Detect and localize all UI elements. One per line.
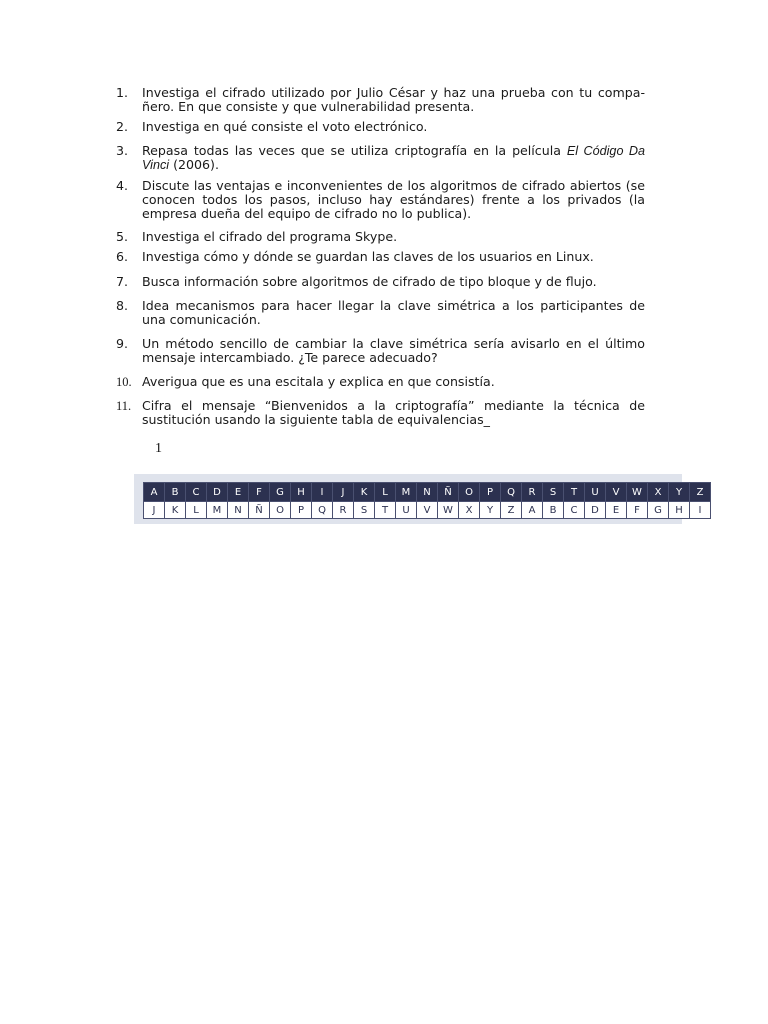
plain-letter-cell: T (564, 483, 585, 502)
exercise-text: Investiga en qué consiste el voto electrónico. (142, 119, 428, 135)
cipher-letter-cell: Ñ (249, 502, 270, 519)
plain-letter-cell: J (333, 483, 354, 502)
exercise-number: 1. (116, 85, 129, 100)
plain-letter-cell: B (165, 483, 186, 502)
plain-letter-cell: X (648, 483, 669, 502)
plain-letters-row (144, 483, 711, 502)
cipher-letter-cell: V (417, 502, 438, 519)
plain-letter-cell: L (375, 483, 396, 502)
cipher-letter-cell: E (606, 502, 627, 519)
cipher-letter-cell: S (354, 502, 375, 519)
cipher-letter-cell: Q (312, 502, 333, 519)
plain-letter-cell: Z (690, 483, 711, 502)
cipher-letter-cell: L (186, 502, 207, 519)
exercise-number: 7. (116, 274, 129, 290)
exercise-number: 4. (116, 178, 129, 194)
exercise-text: Cifra el mensaje “Bienvenidos a la criptografía” mediante la técnica de sustitución usando la siguiente tabla de equivalencias_ (142, 398, 645, 428)
exercise-number: 6. (116, 248, 129, 264)
exercise-text: Idea mecanismos para hacer llegar la clave simétrica a los participantes de una comunicación. (142, 298, 645, 328)
cipher-letter-cell: X (459, 502, 480, 519)
plain-letter-cell: I (312, 483, 333, 502)
plain-letter-cell: U (585, 483, 606, 502)
exercise-text: Un método sencillo de cambiar la clave simétrica sería avisarlo en el último mensaje intercambiado. ¿Te parece adecuado? (142, 335, 645, 365)
exercise-number: 9. (116, 335, 129, 351)
exercise-item (116, 399, 645, 427)
cipher-letter-cell: N (228, 502, 249, 519)
exercise-text: Busca información sobre algoritmos de cifrado de tipo bloque y de flujo. (142, 274, 597, 290)
cipher-letter-cell: A (522, 502, 543, 519)
plain-letter-cell: S (543, 483, 564, 502)
exercise-item (116, 250, 645, 264)
plain-letter-cell: Y (669, 483, 690, 502)
plain-letter-cell: O (459, 483, 480, 502)
cipher-letter-cell: P (291, 502, 312, 519)
exercise-text (142, 144, 645, 172)
cipher-letters-row (144, 502, 711, 519)
exercise-text-part: Repasa todas las veces que se utiliza criptografía en la película (142, 142, 567, 158)
cipher-letter-cell: H (669, 502, 690, 519)
cipher-letter-cell: U (396, 502, 417, 519)
exercise-number: 2. (116, 119, 129, 135)
plain-letter-cell: A (144, 483, 165, 502)
plain-letter-cell: W (627, 483, 648, 502)
plain-letter-cell: C (186, 483, 207, 502)
plain-letter-cell: H (291, 483, 312, 502)
exercise-list (116, 86, 645, 428)
exercise-number: 3. (116, 142, 129, 158)
cipher-letter-cell: Y (480, 502, 501, 519)
exercise-item (116, 230, 645, 244)
cipher-letter-cell: M (207, 502, 228, 519)
cipher-letter-cell: T (375, 502, 396, 519)
exercise-item (116, 144, 645, 172)
cipher-letter-cell: B (543, 502, 564, 519)
exercise-number: 5. (116, 228, 129, 244)
exercise-item (116, 86, 645, 114)
plain-letter-cell: F (249, 483, 270, 502)
cipher-letter-cell: K (165, 502, 186, 519)
exercise-item (116, 179, 645, 222)
plain-letter-cell: Q (501, 483, 522, 502)
exercise-text: Investiga cómo y dónde se guardan las claves de los usuarios en Linux. (142, 248, 594, 264)
plain-letter-cell: Ñ (438, 483, 459, 502)
exercise-text: Investiga el cifrado del programa Skype. (142, 228, 398, 244)
cipher-letter-cell: R (333, 502, 354, 519)
plain-letter-cell: P (480, 483, 501, 502)
cipher-letter-cell: D (585, 502, 606, 519)
exercise-number: 10. (116, 375, 132, 390)
cipher-letter-cell: G (648, 502, 669, 519)
exercise-item (116, 337, 645, 365)
film-title: El Código Da Vinci (142, 143, 645, 172)
cipher-equivalence-table (134, 474, 704, 524)
exercise-number: 8. (116, 298, 129, 314)
plain-letter-cell: G (270, 483, 291, 502)
exercise-number: 11. (116, 399, 132, 414)
plain-letter-cell: M (396, 483, 417, 502)
plain-letter-cell: V (606, 483, 627, 502)
cipher-letter-cell: F (627, 502, 648, 519)
plain-letter-cell: R (522, 483, 543, 502)
exercise-text: Investiga el cifrado utilizado por Julio César y haz una prueba con tu compa-ñero. En que consiste y que vulnerabilidad presenta. (142, 85, 645, 115)
exercise-item (116, 120, 645, 134)
plain-letter-cell: E (228, 483, 249, 502)
cipher-letter-cell: J (144, 502, 165, 519)
exercise-item (116, 275, 645, 289)
cipher-letter-cell: O (270, 502, 291, 519)
exercise-item (116, 299, 645, 327)
plain-letter-cell: D (207, 483, 228, 502)
cipher-letter-cell: W (438, 502, 459, 519)
cipher-letter-cell: C (564, 502, 585, 519)
exercise-item (116, 375, 645, 389)
exercise-text: Discute las ventajas e inconvenientes de los algoritmos de cifrado abiertos (se conocen todos los pasos, incluso hay estándares) frente a los privados (la empresa dueña del equipo de cifrado no lo publica). (142, 178, 645, 222)
plain-letter-cell: K (354, 483, 375, 502)
exercise-text: Averigua que es una escitala y explica en que consistía. (142, 374, 495, 390)
cipher-letter-cell: Z (501, 502, 522, 519)
cipher-letter-cell: I (690, 502, 711, 519)
substitution-table (143, 482, 711, 519)
footnote-marker: 1 (155, 441, 162, 456)
plain-letter-cell: N (417, 483, 438, 502)
exercise-text-part: (2006). (169, 156, 219, 172)
